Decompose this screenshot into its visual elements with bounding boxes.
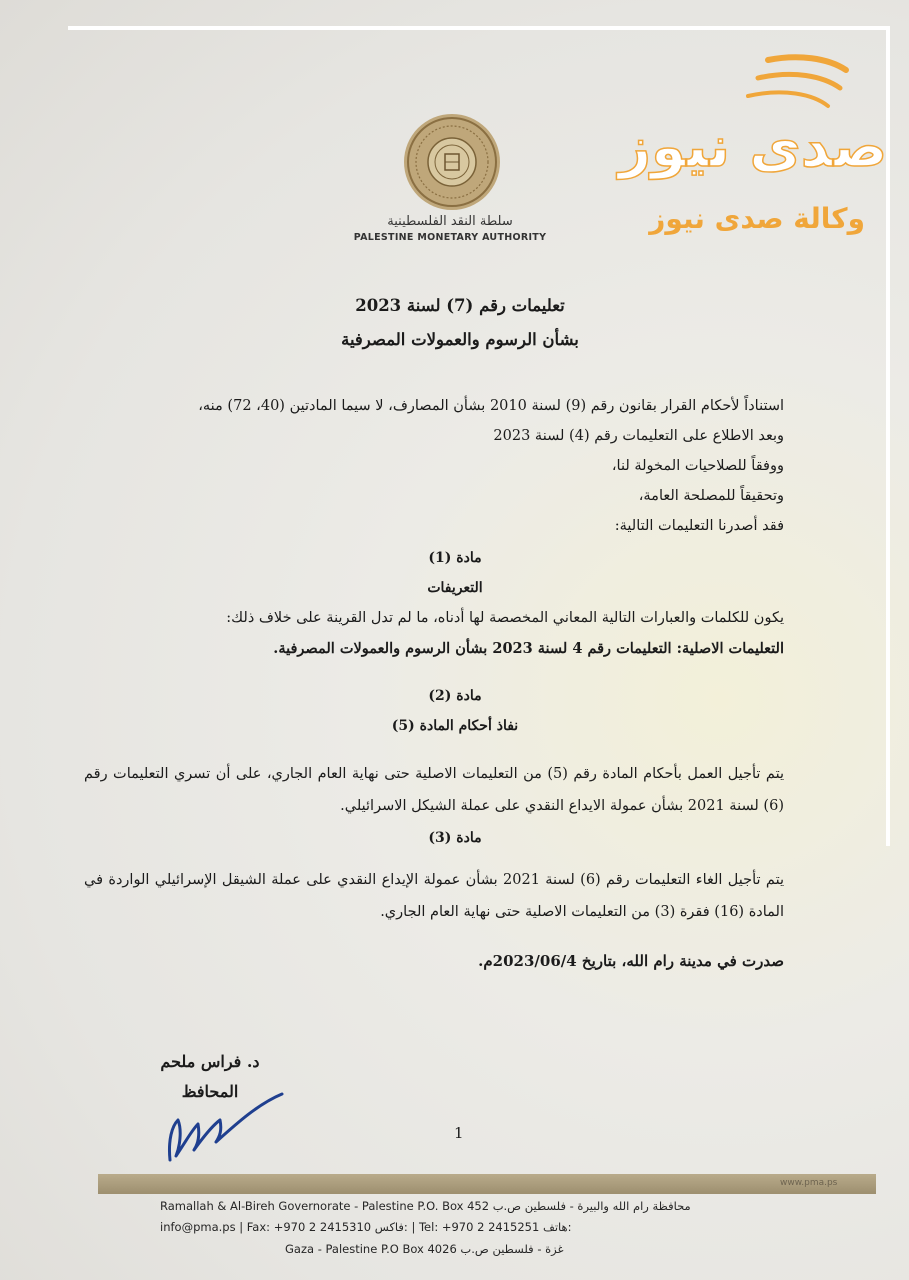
article-1-heading: مادة (1) [428, 550, 482, 566]
footer-gaza-address: Gaza - Palestine P.O Box 4026 غزة - فلسطين ص.ب [285, 1242, 564, 1256]
page-number: 1 [454, 1124, 464, 1142]
footer-bar [98, 1174, 876, 1194]
footer-website: www.pma.ps [780, 1178, 838, 1188]
article-3-heading: مادة (3) [428, 830, 482, 846]
article-3-text: يتم تأجيل الغاء التعليمات رقم (6) لسنة 2021 بشأن عمولة الإيداع النقدي على عملة الشيقل الإسرائيلي الواردة في المادة (16) فقرة (3) من التعليمات الاصلية حتى نهاية العام الجاري. [84, 872, 784, 920]
sada-news-logo [618, 48, 888, 198]
document-title: تعليمات رقم (7) لسنة 2023 [355, 296, 565, 315]
article-1-definition: التعليمات الاصلية: التعليمات رقم 4 لسنة 2023 بشأن الرسوم والعمولات المصرفية. [273, 640, 784, 657]
signatory-name: د. فراس ملحم [160, 1052, 260, 1071]
preamble-line-2: وبعد الاطلاع على التعليمات رقم (4) لسنة 2023 [493, 428, 784, 444]
signatory-role: المحافظ [181, 1082, 239, 1101]
pma-seal-logo [402, 112, 502, 212]
article-1-text: يكون للكلمات والعبارات التالية المعاني المخصصة لها أدناه، ما لم تدل القرينة على خلاف ذلك: [226, 610, 784, 626]
preamble-line-1: استناداً لأحكام القرار بقانون رقم (9) لسنة 2010 بشأن المصارف، لا سيما المادتين (40، 72) منه، [198, 398, 784, 414]
preamble-line-5: فقد أصدرنا التعليمات التالية: [614, 518, 784, 534]
article-2-subheading: نفاذ أحكام المادة (5) [391, 718, 519, 734]
article-1-subheading: التعريفات [427, 580, 483, 596]
preamble-line-3: ووفقاً للصلاحيات المخولة لنا، [611, 458, 784, 474]
preamble-line-4: وتحقيقاً للمصلحة العامة، [638, 488, 784, 504]
handwritten-signature [158, 1090, 288, 1172]
article-2-text: يتم تأجيل العمل بأحكام المادة رقم (5) من التعليمات الاصلية حتى نهاية العام الجاري، على أن تسري التعليمات رقم (6) لسنة 2021 بشأن عمولة الايداع النقدي على عملة الشيكل الاسرائيلي. [84, 766, 784, 814]
document-subtitle: بشأن الرسوم والعمولات المصرفية [341, 330, 579, 349]
org-name-arabic: سلطة النقد الفلسطينية [387, 214, 513, 229]
org-name-english: PALESTINE MONETARY AUTHORITY [353, 232, 547, 243]
footer-address: Ramallah & Al-Bireh Governorate - Palestine P.O. Box 452 محافظة رام الله والبيرة - فلسطين ص.ب [160, 1199, 691, 1213]
issue-date: صدرت في مدينة رام الله، بتاريخ 2023/06/4م. [478, 952, 784, 970]
frame-border-top [68, 26, 890, 30]
footer-contacts: info@pma.ps | Fax: +970 2 2415310 فاكس: | Tel: +970 2 2415251 هاتف: [160, 1220, 572, 1234]
article-2-heading: مادة (2) [428, 688, 482, 704]
sada-news-logo-text: صدى نيوز [618, 115, 888, 180]
sada-news-brand-name: وكالة صدى نيوز [649, 202, 865, 235]
